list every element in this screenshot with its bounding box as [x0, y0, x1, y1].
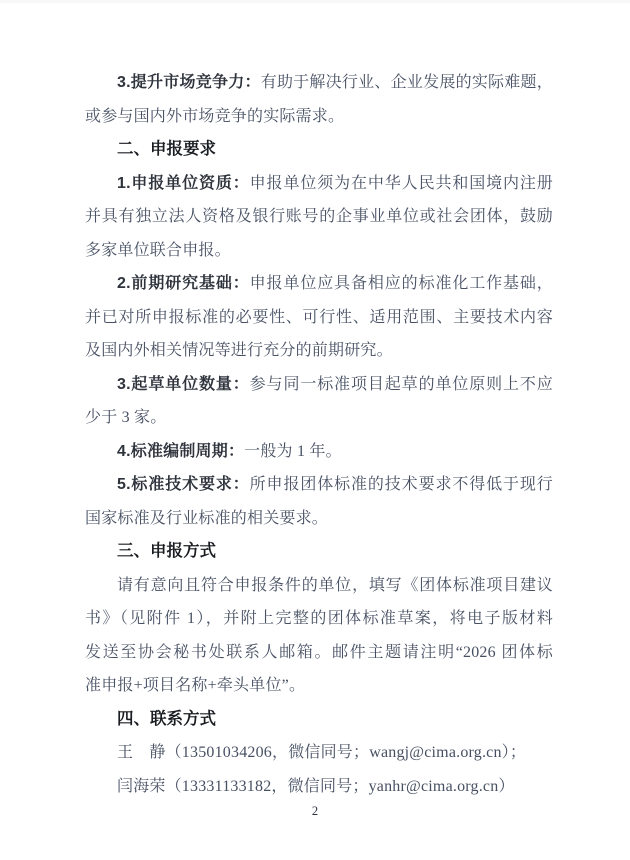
document-page [85, 66, 553, 803]
text-line: 书》（见附件 1），并附上完整的团体标准草案，将电子版材料 [85, 610, 553, 627]
text-line [85, 267, 553, 301]
text-line [85, 368, 553, 402]
text-line: 国家标准及行业标准的相关要求。 [85, 509, 329, 527]
paragraph-lead: 5.标准技术要求： [117, 476, 250, 493]
text-line [85, 66, 553, 100]
section-heading: 三、申报方式 [117, 542, 216, 560]
page-top-edge [0, 0, 630, 3]
paragraph-text: 参与同一标准项目起草的单位原则上不应 [249, 375, 553, 393]
paragraph-text: 有助于解决行业、企业发展的实际难题， [260, 74, 553, 91]
paragraph-text: 申报单位须为在中华人民共和国境内注册 [249, 174, 553, 192]
section-heading: 四、联系方式 [117, 709, 216, 728]
text-line [85, 468, 553, 502]
contact-line: 闫海荣（13331133182，微信同号；yanhr@cima.org.cn） [117, 777, 515, 795]
paragraph-lead: 4.标准编制周期： [117, 442, 245, 460]
text-line: 多家单位联合申报。 [85, 241, 231, 259]
paragraph-lead: 3.起草单位数量： [117, 375, 250, 393]
text-line: 发送至协会秘书处联系人邮箱。邮件主题请注明“2026 团体标 [85, 643, 553, 661]
paragraph-lead: 2.前期研究基础： [117, 275, 250, 292]
text-line: 并已对所申报标准的必要性、可行性、适用范围、主要技术内容 [85, 308, 553, 326]
page-number: 2 [311, 804, 319, 818]
paragraph-text: 一般为 1 年。 [244, 442, 342, 460]
paragraph-text: 申报单位应具备相应的标准化工作基础， [249, 275, 553, 292]
paragraph-text: 所申报团体标准的技术要求不得低于现行 [249, 476, 553, 493]
text-line: 及国内外相关情况等进行充分的前期研究。 [85, 342, 393, 359]
section-heading: 二、申报要求 [117, 140, 216, 158]
paragraph-lead: 1.申报单位资质： [117, 174, 250, 192]
text-line [85, 167, 553, 201]
contact-line: 王 静（13501034206，微信同号；wangj@cima.org.cn）； [117, 744, 527, 761]
text-line: 请有意向且符合申报条件的单位，填写《团体标准项目建议 [117, 576, 553, 594]
text-line [85, 435, 553, 469]
text-line: 少于 3 家。 [85, 409, 167, 426]
paragraph-lead: 3.提升市场竞争力： [117, 74, 261, 91]
text-line: 或参与国内外市场竞争的实际需求。 [85, 107, 345, 125]
text-line: 准申报+项目名称+牵头单位”。 [85, 677, 306, 694]
text-line: 并具有独立法人资格及银行账号的企事业单位或社会团体，鼓励 [85, 208, 553, 225]
